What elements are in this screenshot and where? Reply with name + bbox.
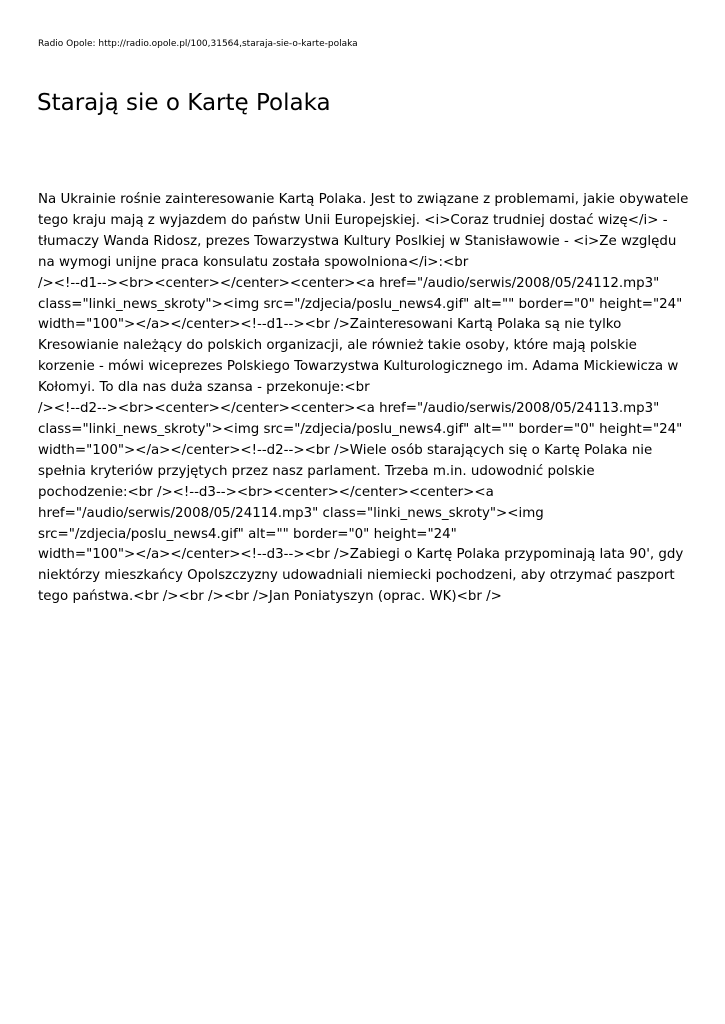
article-line: class="linki_news_skroty"><img src="/zdjecia/poslu_news4.gif" alt="" border="0" height="24" (38, 421, 683, 437)
article-body (38, 190, 690, 608)
article-line: /><!--d1--><br><center></center><center><a href="/audio/serwis/2008/05/24112.mp3" (38, 275, 660, 291)
article-line: tego kraju mają z wyjazdem do państw Unii Europejskiej. <i>Coraz trudniej dostać wizę</i> - (38, 212, 668, 228)
article-line: tego państwa.<br /><br /><br />Jan Poniatyszyn (oprac. WK)<br /> (38, 589, 502, 605)
article-line: spełnia kryteriów przyjętych przez nasz parlament. Trzeba m.in. udowodnić polskie (38, 463, 595, 479)
article-line: Kołomyi. To dla nas duża szansa - przekonuje:<br (38, 380, 370, 396)
article-line: width="100"></a></center><!--d3--><br />Zabiegi o Kartę Polaka przypominają lata 90', gdy (38, 547, 684, 563)
article-line: Kresowianie należący do polskich organizacji, ale również takie osoby, które mają polskie (38, 338, 637, 354)
article-line: /><!--d2--><br><center></center><center><a href="/audio/serwis/2008/05/24113.mp3" (38, 401, 660, 417)
article-line: href="/audio/serwis/2008/05/24114.mp3" class="linki_news_skroty"><img (38, 505, 544, 521)
article-title: Starają sie o Kartę Polaka (37, 90, 331, 116)
article-line: src="/zdjecia/poslu_news4.gif" alt="" border="0" height="24" (38, 526, 457, 542)
article-line: korzenie - mówi wiceprezes Polskiego Towarzystwa Kulturologicznego im. Adama Mickiewicza w (38, 359, 679, 375)
article-line: Na Ukrainie rośnie zainteresowanie Kartą Polaka. Jest to związane z problemami, jakie obywatele (38, 192, 689, 207)
article-line: class="linki_news_skroty"><img src="/zdjecia/poslu_news4.gif" alt="" border="0" height="24" (38, 296, 683, 312)
article-line: width="100"></a></center><!--d1--><br />Zainteresowani Kartą Polaka są nie tylko (38, 317, 622, 333)
article-line: niektórzy mieszkańcy Opolszczyzny udowadniali niemiecki pochodzeni, aby otrzymać paszport (38, 568, 675, 584)
article-line: na wymogi unijne praca konsulatu została spowolniona</i>:<br (38, 254, 469, 270)
article-line: pochodzenie:<br /><!--d3--><br><center></center><center><a (38, 484, 494, 500)
article-line: width="100"></a></center><!--d2--><br />Wiele osób starających się o Kartę Polaka nie (38, 442, 653, 458)
article-line: tłumaczy Wanda Ridosz, prezes Towarzystwa Kultury Poslkiej w Stanisławowie - <i>Ze względu (38, 233, 677, 249)
source-url-line: Radio Opole: http://radio.opole.pl/100,31564,staraja-sie-o-karte-polaka (38, 39, 358, 49)
